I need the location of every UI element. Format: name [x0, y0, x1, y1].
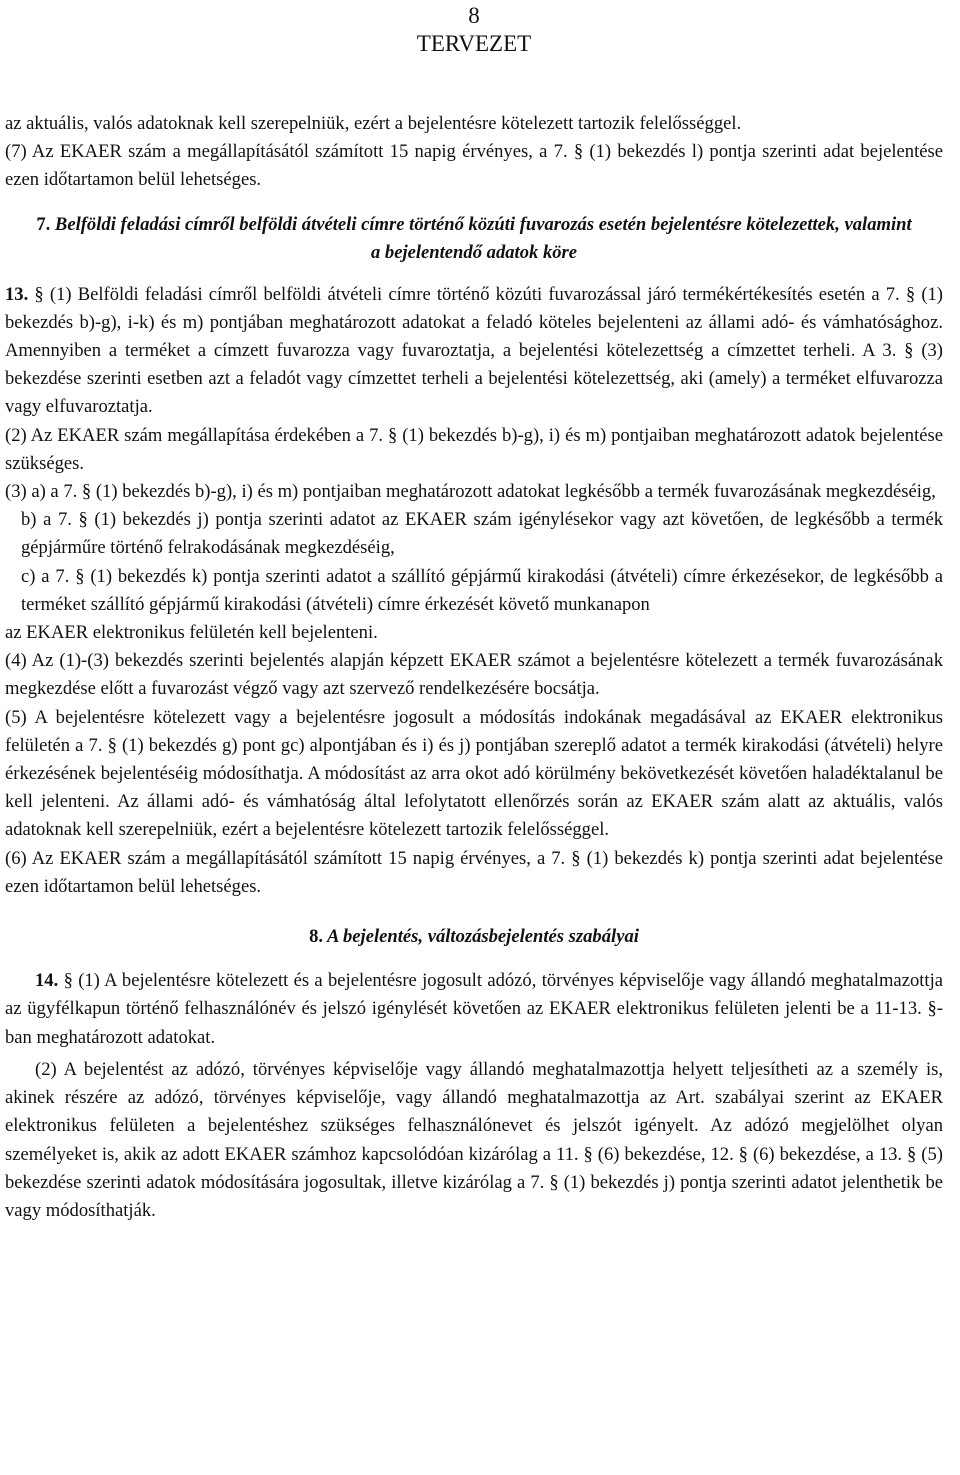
- paragraph-text: § (1) A bejelentésre kötelezett és a bejelentésre jogosult adózó, törvényes képviselője vagy állandó meghatalmazottja az ügyfélkapun történő felhasználónév és jelszó igénylését követően az EKAER elektronikus felületen jelenti be a 11-13. §-ban meghatározott adatokat.: [5, 970, 943, 1048]
- section-heading-7: [35, 211, 913, 267]
- paragraph-number: 14.: [35, 970, 59, 992]
- section-heading-text: Belföldi feladási címről belföldi átvételi címre történő közúti fuvarozás esetén bejelentésre kötelezettek, valamint a bejelentendő adatok köre: [54, 213, 912, 263]
- section-heading-number: 7.: [36, 213, 51, 235]
- section-heading-number: 8.: [309, 926, 324, 948]
- paragraph-13-3d: az EKAER elektronikus felületén kell bejelenteni.: [5, 622, 378, 644]
- paragraph-13-3c: c) a 7. § (1) bekezdés k) pontja szerinti adatot a szállító gépjármű kirakodási (átvételi) címre érkezésekor, de legkésőbb a terméket szállító gépjármű kirakodási (átvételi) címre érkezését követő munkanapon: [21, 565, 943, 615]
- section-heading-text: A bejelentés, változásbejelentés szabályai: [326, 926, 639, 948]
- paragraph-13-1: [5, 281, 943, 422]
- document-page: [5, 0, 943, 1225]
- paragraph-13-3b: b) a 7. § (1) bekezdés j) pontja szerinti adatot az EKAER szám igénylésekor vagy azt követően, de legkésőbb a termék gépjárműre történő felrakodásának megkezdéséig,: [21, 509, 943, 559]
- paragraph-text: § (1) Belföldi feladási címről belföldi átvételi címre történő közúti fuvarozással járó termékértékesítés esetén a 7. § (1) bekezdés b)-g), i-k) és m) pontjában meghatározott adatokat a feladó köteles bejelenteni az állami adó- és vámhatósághoz. Amennyiben a terméket a címzett fuvarozza vagy fuvaroztatja, a bejelentési kötelezettség a címzettet terheli. A 3. § (3) bekezdése szerinti esetben azt a feladót vagy címzettet terheli a bejelentési kötelezettség, aki (amely) a terméket elfuvarozza vagy elfuvaroztatja.: [5, 283, 943, 418]
- paragraph-14-2: (2) A bejelentést az adózó, törvényes képviselője vagy állandó meghatalmazottja helyett teljesítheti az a személy is, akinek részére az adózó, törvényes képviselője, vagy állandó meghatalmazottja az Art. szabályai szerint az EKAER elektronikus felületen a bejelentéshez szükséges felhasználónevet és jelszót igényelt. Az adózó megjelölhet olyan személyeket is, akik az adott EKAER számhoz kapcsolódóan kizárólag a 11. § (6) bekezdése, 12. § (6) bekezdése, a 13. § (5) bekezdése szerinti adatok módosítására jogosultak, illetve kizárólag a 7. § (1) bekezdés j) pontja szerinti adatot jelenthetik be vagy módosíthatják.: [5, 1058, 943, 1221]
- draft-title: TERVEZET: [416, 31, 532, 56]
- paragraph-13-2: (2) Az EKAER szám megállapítása érdekében a 7. § (1) bekezdés b)-g), i) és m) pontjaiban meghatározott adatok bejelentése szükséges.: [5, 424, 943, 474]
- paragraph-13-3a: (3) a) a 7. § (1) bekezdés b)-g), i) és m) pontjaiban meghatározott adatokat legkésőbb a termék fuvarozásának megkezdéséig,: [5, 481, 936, 503]
- paragraph-intro-7: (7) Az EKAER szám a megállapításától számított 15 napig érvényes, a 7. § (1) bekezdés l) pontja szerinti adat bejelentése ezen időtartamon belül lehetséges.: [5, 141, 943, 191]
- document-body: [5, 110, 943, 1225]
- paragraph-14-1: [5, 967, 943, 1052]
- paragraph-13-6: (6) Az EKAER szám a megállapításától számított 15 napig érvényes, a 7. § (1) bekezdés k) pontja szerinti adat bejelentése ezen időtartamon belül lehetséges.: [5, 847, 943, 897]
- page-header: [5, 0, 943, 58]
- paragraph-13-5: (5) A bejelentésre kötelezett vagy a bejelentésre jogosult a módosítás indokának megadásával az EKAER elektronikus felületén a 7. § (1) bekezdés g) pont gc) alpontjában és i) és j) pontjában szereplő adatot a termék kirakodási (átvételi) helyre érkezésének bejelentéséig módosíthatja. A módosítást az arra okot adó körülmény bekövetkezését követően haladéktalanul be kell jelenteni. Az állami adó- és vámhatóság által lefolytatott ellenőrzés során az EKAER szám alatt az aktuális, valós adatoknak kell szerepelniük, ezért a bejelentésre kötelezett tartozik felelősséggel.: [5, 706, 943, 841]
- page-number: 8: [468, 3, 480, 28]
- paragraph-number: 13.: [5, 283, 29, 305]
- section-heading-8: [5, 923, 943, 951]
- paragraph-intro-continuation: az aktuális, valós adatoknak kell szerepelniük, ezért a bejelentésre kötelezett tartozik felelősséggel.: [5, 113, 742, 134]
- paragraph-13-4: (4) Az (1)-(3) bekezdés szerinti bejelentés alapján képzett EKAER számot a bejelentésre kötelezett a termék fuvarozásának megkezdése előtt a fuvarozást végző vagy azt szervező rendelkezésére bocsátja.: [5, 650, 943, 700]
